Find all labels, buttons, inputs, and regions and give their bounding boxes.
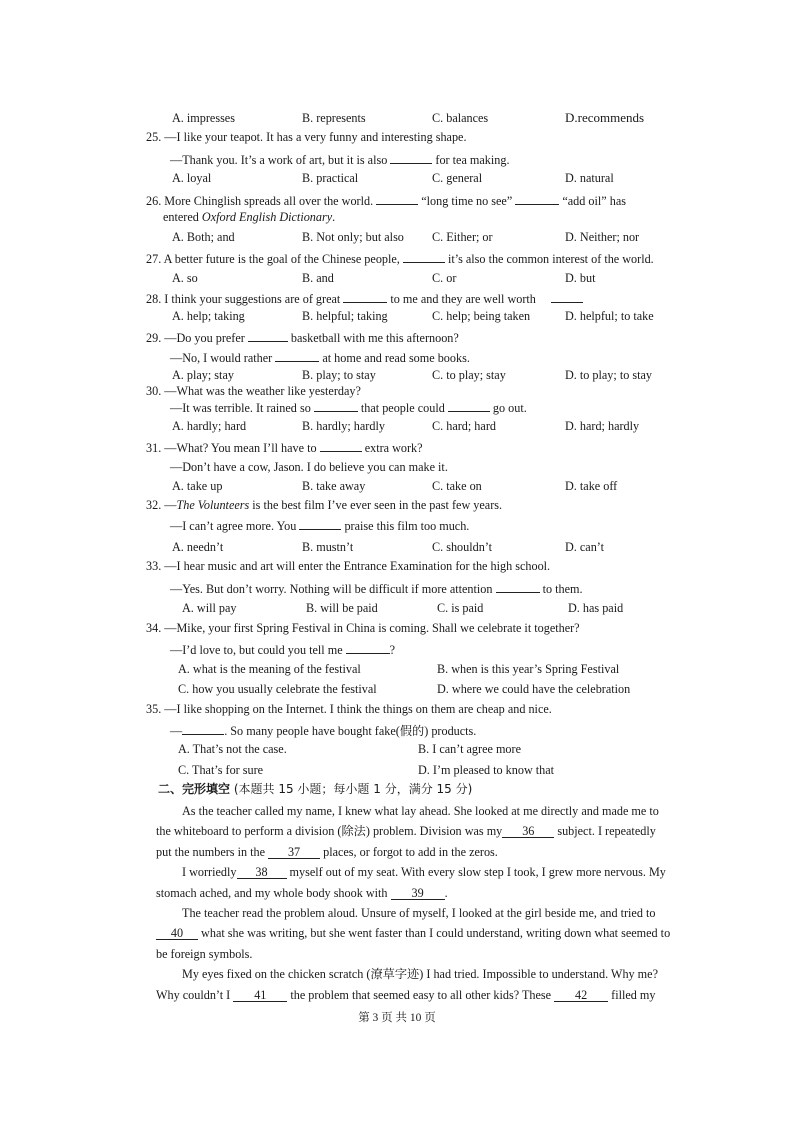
question-33-reply bbox=[170, 581, 583, 595]
reply-text: —I’d love to, but could you tell me bbox=[170, 643, 343, 657]
q27-option-b: B. and bbox=[302, 271, 334, 285]
question-32 bbox=[146, 499, 502, 511]
answer-blank bbox=[299, 518, 341, 530]
passage-text: places, or forgot to add in the zeros. bbox=[323, 845, 498, 859]
passage-line bbox=[182, 866, 666, 879]
cloze-blank-40: 40 bbox=[156, 927, 198, 940]
q29-option-c: C. to play; stay bbox=[432, 368, 506, 382]
q30-option-b: B. hardly; hardly bbox=[302, 419, 385, 433]
q33-option-a: A. will pay bbox=[182, 601, 237, 615]
q24-option-b: B. represents bbox=[302, 111, 366, 125]
passage-text: . bbox=[444, 886, 448, 900]
q31-option-a: A. take up bbox=[172, 479, 223, 493]
question-text: —What was the weather like yesterday? bbox=[164, 384, 361, 398]
question-text-end: “add oil” has bbox=[562, 194, 626, 208]
question-number: 31. bbox=[146, 441, 162, 455]
page-footer: 第 3 页 共 10 页 bbox=[358, 1012, 436, 1024]
passage-line bbox=[156, 825, 656, 838]
question-number: 29. bbox=[146, 331, 162, 345]
question-27 bbox=[146, 251, 654, 265]
question-34-reply bbox=[170, 642, 395, 656]
question-number: 25. bbox=[146, 130, 162, 144]
answer-blank bbox=[448, 400, 490, 412]
question-number: 32. bbox=[146, 498, 162, 512]
q30-option-d: D. hard; hardly bbox=[565, 419, 640, 433]
q35-option-d: D. I’m pleased to know that bbox=[418, 763, 555, 777]
q33-option-d: D. has paid bbox=[568, 601, 624, 615]
question-34 bbox=[146, 622, 580, 634]
q32-option-b: B. mustn’t bbox=[302, 540, 354, 554]
answer-blank bbox=[403, 251, 445, 263]
q34-option-b: B. when is this year’s Spring Festival bbox=[437, 662, 620, 676]
question-number: 26. bbox=[146, 194, 162, 208]
answer-blank bbox=[376, 193, 418, 205]
reply-text: —It was terrible. It rained so bbox=[170, 401, 311, 415]
q24-option-d: D.recommends bbox=[565, 110, 645, 125]
question-text: —I hear music and art will enter the Entrance Examination for the high school. bbox=[164, 559, 551, 573]
question-text-mid: “long time no see” bbox=[421, 194, 513, 208]
q25-option-d: D. natural bbox=[565, 171, 614, 185]
cloze-blank-38: 38 bbox=[237, 866, 287, 879]
passage-text: Why couldn’t I bbox=[156, 988, 231, 1002]
reply-text: —Thank you. It’s a work of art, but it is also bbox=[170, 153, 388, 167]
dash: — bbox=[170, 724, 183, 738]
question-text: is the best film I’ve ever seen in the past few years. bbox=[249, 498, 503, 512]
answer-blank bbox=[275, 350, 319, 362]
question-text: entered bbox=[163, 210, 199, 224]
reply-text-mid: that people could bbox=[360, 401, 445, 415]
q31-option-d: D. take off bbox=[565, 479, 618, 493]
question-35 bbox=[146, 703, 552, 715]
cloze-blank-37: 37 bbox=[268, 846, 320, 859]
question-text: —Mike, your first Spring Festival in China is coming. Shall we celebrate it together? bbox=[164, 621, 580, 635]
answer-blank bbox=[515, 193, 559, 205]
reply-text-end: go out. bbox=[492, 401, 527, 415]
reply-text-end: to them. bbox=[542, 582, 583, 596]
q25-option-b: B. practical bbox=[302, 171, 359, 185]
question-text-end: to me and they are well worth bbox=[390, 292, 536, 306]
question-32-reply bbox=[170, 518, 469, 532]
passage-text: subject. I repeatedly bbox=[557, 824, 656, 838]
question-26 bbox=[146, 193, 626, 207]
question-25 bbox=[146, 131, 467, 143]
answer-blank bbox=[343, 291, 387, 303]
reply-text: . So many people have bought fake(假的) products. bbox=[224, 724, 477, 738]
q34-option-c: C. how you usually celebrate the festival bbox=[178, 682, 377, 696]
question-30 bbox=[146, 385, 361, 397]
question-28 bbox=[146, 291, 583, 305]
question-number: 28. bbox=[146, 292, 162, 306]
q31-option-b: B. take away bbox=[302, 479, 366, 493]
question-31-reply: —Don’t have a cow, Jason. I do believe you can make it. bbox=[170, 460, 448, 474]
question-text: I think your suggestions are of great bbox=[164, 292, 341, 306]
cloze-blank-36: 36 bbox=[502, 825, 554, 838]
passage-text: stomach ached, and my whole body shook with bbox=[156, 886, 388, 900]
passage-text: the whiteboard to perform a division (除法) problem. Division was my bbox=[156, 824, 503, 838]
passage-line bbox=[156, 846, 498, 859]
answer-blank bbox=[390, 152, 432, 164]
reply-text-end: praise this film too much. bbox=[344, 519, 470, 533]
question-text: More Chinglish spreads all over the world. bbox=[164, 194, 374, 208]
cloze-blank-39: 39 bbox=[391, 887, 445, 900]
passage-line bbox=[156, 887, 448, 900]
question-29 bbox=[146, 330, 459, 344]
question-31 bbox=[146, 440, 423, 454]
passage-line bbox=[156, 927, 670, 940]
dictionary-title: Oxford English Dictionary bbox=[201, 210, 333, 224]
question-text-end: it’s also the common interest of the world. bbox=[447, 252, 654, 266]
q25-option-a: A. loyal bbox=[172, 171, 212, 185]
question-25-reply bbox=[170, 152, 510, 166]
question-number: 27. bbox=[146, 252, 162, 266]
answer-blank bbox=[320, 440, 362, 452]
section-title: 二、完形填空 bbox=[158, 782, 231, 796]
answer-blank bbox=[346, 642, 390, 654]
question-number: 35. bbox=[146, 702, 162, 716]
q30-option-c: C. hard; hard bbox=[432, 419, 496, 433]
q27-option-a: A. so bbox=[172, 271, 198, 285]
passage-line: My eyes fixed on the chicken scratch (潦草字迹) I had tried. Impossible to understand. Why me? bbox=[182, 967, 658, 981]
passage-line bbox=[156, 989, 656, 1002]
reply-text: —I can’t agree more. You bbox=[170, 519, 297, 533]
question-mark: ? bbox=[389, 643, 396, 657]
q24-option-c: C. balances bbox=[432, 111, 489, 125]
q26-option-a: A. Both; and bbox=[172, 230, 235, 244]
question-text: —I like your teapot. It has a very funny and interesting shape. bbox=[164, 130, 467, 144]
passage-text: what she was writing, but she went faster than I could understand, writing down what seemed to bbox=[201, 926, 671, 940]
section-description: (本题共 15 小题；每小题 1 分，满分 15 分) bbox=[233, 782, 473, 796]
answer-blank bbox=[496, 581, 540, 593]
passage-text: I worriedly bbox=[182, 865, 237, 879]
question-number: 34. bbox=[146, 621, 162, 635]
passage-text: filled my bbox=[611, 988, 656, 1002]
q26-option-d: D. Neither; nor bbox=[565, 230, 640, 244]
answer-blank bbox=[314, 400, 358, 412]
question-text-end: basketball with me this afternoon? bbox=[290, 331, 459, 345]
q34-option-d: D. where we could have the celebration bbox=[437, 682, 631, 696]
q28-option-d: D. helpful; to take bbox=[565, 309, 654, 323]
reply-text: —Yes. But don’t worry. Nothing will be difficult if more attention bbox=[170, 582, 493, 596]
q31-option-c: C. take on bbox=[432, 479, 482, 493]
question-30-reply bbox=[170, 400, 527, 414]
q26-option-b: B. Not only; but also bbox=[302, 230, 404, 244]
question-text: A better future is the goal of the Chinese people, bbox=[163, 252, 400, 266]
question-number: 30. bbox=[146, 384, 162, 398]
passage-text: put the numbers in the bbox=[156, 845, 265, 859]
q26-option-c: C. Either; or bbox=[432, 230, 493, 244]
q35-option-a: A. That’s not the case. bbox=[178, 742, 287, 756]
q28-option-a: A. help; taking bbox=[172, 309, 245, 323]
passage-text: myself out of my seat. With every slow step I took, I grew more nervous. My bbox=[289, 865, 666, 879]
q28-option-c: C. help; being taken bbox=[432, 309, 531, 323]
q32-option-d: D. can’t bbox=[565, 540, 605, 554]
q32-option-a: A. needn’t bbox=[172, 540, 224, 554]
q35-option-b: B. I can’t agree more bbox=[418, 742, 521, 756]
cloze-blank-42: 42 bbox=[554, 989, 608, 1002]
question-29-reply bbox=[170, 350, 470, 364]
q32-option-c: C. shouldn’t bbox=[432, 540, 493, 554]
section-heading bbox=[158, 783, 472, 795]
q34-option-a: A. what is the meaning of the festival bbox=[178, 662, 361, 676]
q29-option-d: D. to play; to stay bbox=[565, 368, 652, 382]
q25-option-c: C. general bbox=[432, 171, 483, 185]
q33-option-c: C. is paid bbox=[437, 601, 484, 615]
question-text: —I like shopping on the Internet. I think the things on them are cheap and nice. bbox=[164, 702, 552, 716]
cloze-blank-41: 41 bbox=[233, 989, 287, 1002]
q27-option-d: D. but bbox=[565, 271, 596, 285]
passage-text: the problem that seemed easy to all other kids? These bbox=[290, 988, 552, 1002]
answer-blank bbox=[248, 330, 288, 342]
question-text: —Do you prefer bbox=[164, 331, 245, 345]
question-26-line2 bbox=[163, 211, 335, 223]
q28-option-b: B. helpful; taking bbox=[302, 309, 388, 323]
question-35-reply bbox=[170, 723, 476, 737]
question-33 bbox=[146, 560, 550, 572]
question-text: —What? You mean I’ll have to bbox=[164, 441, 317, 455]
film-title: The Volunteers bbox=[176, 498, 250, 512]
q29-option-b: B. play; to stay bbox=[302, 368, 376, 382]
passage-line: The teacher read the problem aloud. Unsure of myself, I looked at the girl beside me, and tried to bbox=[182, 906, 656, 920]
reply-text-end: at home and read some books. bbox=[322, 351, 470, 365]
period: . bbox=[332, 210, 336, 224]
q33-option-b: B. will be paid bbox=[306, 601, 378, 615]
passage-line: As the teacher called my name, I knew what lay ahead. She looked at me directly and made me to bbox=[182, 804, 659, 818]
reply-text: —No, I would rather bbox=[170, 351, 273, 365]
question-text-end: extra work? bbox=[364, 441, 423, 455]
q30-option-a: A. hardly; hard bbox=[172, 419, 247, 433]
question-number: 33. bbox=[146, 559, 162, 573]
q27-option-c: C. or bbox=[432, 271, 457, 285]
q24-option-a: A. impresses bbox=[172, 111, 235, 125]
reply-text-end: for tea making. bbox=[435, 153, 510, 167]
dash: — bbox=[164, 498, 177, 512]
answer-blank bbox=[551, 291, 583, 303]
passage-line: be foreign symbols. bbox=[156, 947, 253, 961]
answer-blank bbox=[182, 723, 224, 735]
q35-option-c: C. That’s for sure bbox=[178, 763, 264, 777]
q29-option-a: A. play; stay bbox=[172, 368, 234, 382]
